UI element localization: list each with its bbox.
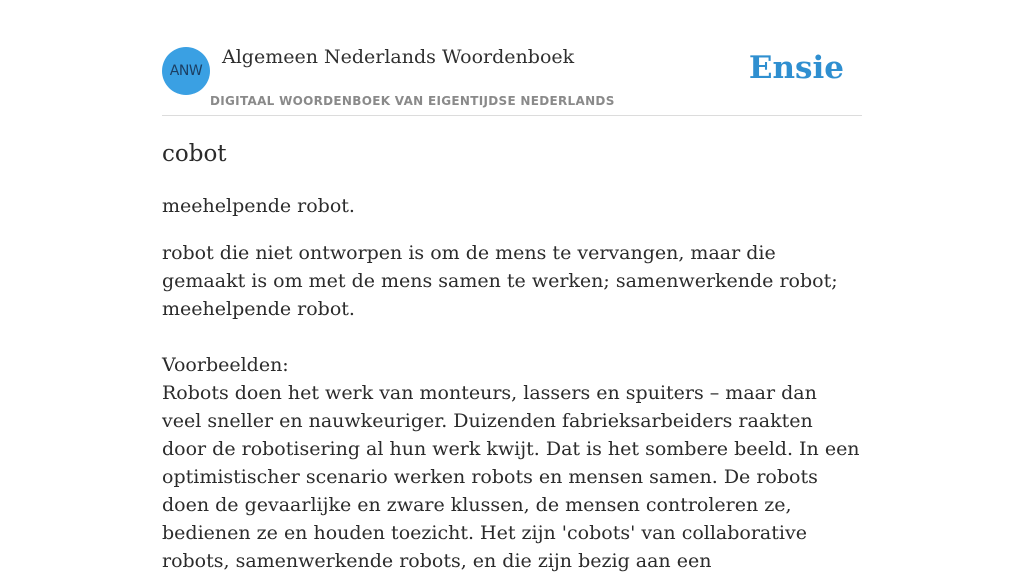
site-subtitle: DIGITAAL WOORDENBOEK VAN EIGENTIJDSE NEDERLANDS [210, 94, 615, 108]
entry-title: cobot [162, 141, 227, 167]
ensie-brand-link[interactable]: Ensie [748, 50, 844, 86]
site-title[interactable]: Algemeen Nederlands Woordenboek [222, 46, 575, 68]
entry-content [162, 136, 862, 575]
short-definition: meehelpende robot. [162, 195, 355, 217]
long-definition: robot die niet ontworpen is om de mens te vervangen, maar die gemaakt is om met de mens samen te werken; samenwerkende robot; meehelpende robot. [162, 242, 838, 320]
example-text: Robots doen het werk van monteurs, lassers en spuiters – maar dan veel sneller en nauwkeuriger. Duizenden fabrieksarbeiders raakten door de robotisering al hun werk kwijt. Dat is het sombere beeld. In een optimistischer scenario werken robots en mensen samen. De robots doen de gevaarlijke en zware klussen, de mensen controleren ze, bedienen ze en houden toezicht. Het zijn 'cobots' van collaborative robots, samenwerkende robots, en die zijn bezig aan een [162, 382, 860, 572]
examples-label: Voorbeelden: [162, 354, 289, 376]
header [162, 0, 862, 116]
anw-logo[interactable] [162, 47, 210, 95]
logo-text: ANW [169, 63, 203, 79]
